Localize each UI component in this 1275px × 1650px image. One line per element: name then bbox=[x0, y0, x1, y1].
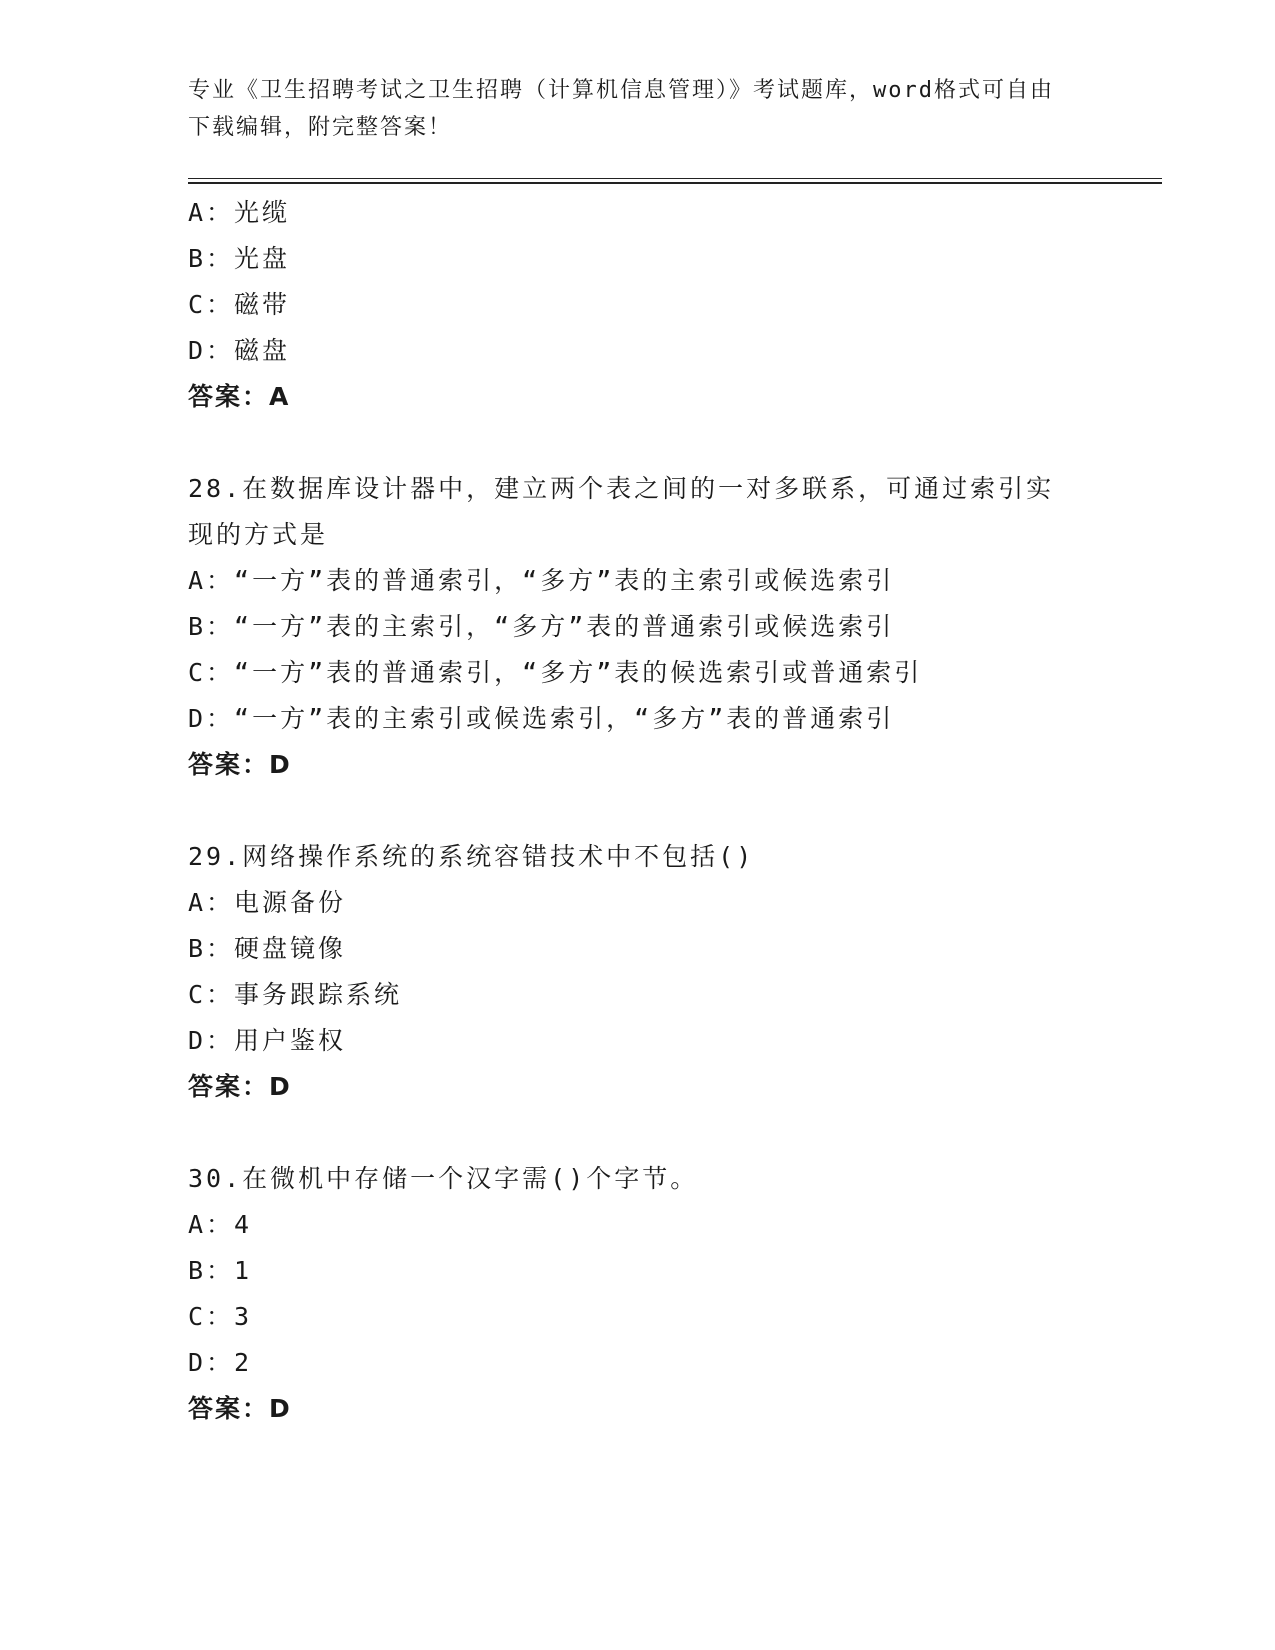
answer: 答案：A bbox=[188, 382, 291, 411]
option-d: D：用户鉴权 bbox=[188, 1026, 347, 1055]
question-number: 30. bbox=[188, 1164, 243, 1193]
header-divider-thick bbox=[188, 182, 1162, 184]
option-a: A：“一方”表的普通索引，“多方”表的主索引或候选索引 bbox=[188, 566, 895, 595]
option-b: B：1 bbox=[188, 1256, 253, 1285]
spacer bbox=[188, 1110, 1088, 1156]
question-text: 网络操作系统的系统容错技术中不包括() bbox=[242, 842, 755, 871]
question-list bbox=[188, 190, 1088, 1432]
option-c: C：3 bbox=[188, 1302, 253, 1331]
option-d: D：“一方”表的主索引或候选索引，“多方”表的普通索引 bbox=[188, 704, 895, 733]
option-b: B：硬盘镜像 bbox=[188, 934, 347, 963]
option-c: C：“一方”表的普通索引，“多方”表的候选索引或普通索引 bbox=[188, 658, 923, 687]
option-a: A：电源备份 bbox=[188, 888, 347, 917]
question-text: 在微机中存储一个汉字需()个字节。 bbox=[242, 1164, 699, 1193]
option-b: B：“一方”表的主索引，“多方”表的普通索引或候选索引 bbox=[188, 612, 895, 641]
option-d: D：2 bbox=[188, 1348, 253, 1377]
header-divider-thin bbox=[188, 178, 1162, 179]
answer: 答案：D bbox=[188, 1072, 292, 1101]
question-30 bbox=[188, 1156, 1088, 1432]
option-a: A：4 bbox=[188, 1210, 253, 1239]
question-29 bbox=[188, 834, 1088, 1110]
document-header: 专业《卫生招聘考试之卫生招聘（计算机信息管理）》考试题库，word格式可自由下载编辑，附完整答案！ bbox=[188, 78, 1054, 140]
question-text-line: 现的方式是 bbox=[188, 520, 329, 549]
answer: 答案：D bbox=[188, 1394, 292, 1423]
question-number: 28. bbox=[188, 474, 243, 503]
option-a: A：光缆 bbox=[188, 198, 291, 227]
spacer bbox=[188, 420, 1088, 466]
question-text-line bbox=[188, 466, 1088, 512]
option-d: D：磁盘 bbox=[188, 336, 291, 365]
question-text: 在数据库设计器中，建立两个表之间的一对多联系，可通过索引实 bbox=[242, 474, 1055, 503]
question-text-line bbox=[188, 834, 1088, 880]
option-c: C：磁带 bbox=[188, 290, 291, 319]
question-27 bbox=[188, 190, 1088, 420]
question-number: 29. bbox=[188, 842, 243, 871]
option-b: B：光盘 bbox=[188, 244, 291, 273]
spacer bbox=[188, 788, 1088, 834]
answer: 答案：D bbox=[188, 750, 292, 779]
question-text-line bbox=[188, 1156, 1088, 1202]
question-28 bbox=[188, 466, 1088, 788]
option-c: C：事务跟踪系统 bbox=[188, 980, 403, 1009]
